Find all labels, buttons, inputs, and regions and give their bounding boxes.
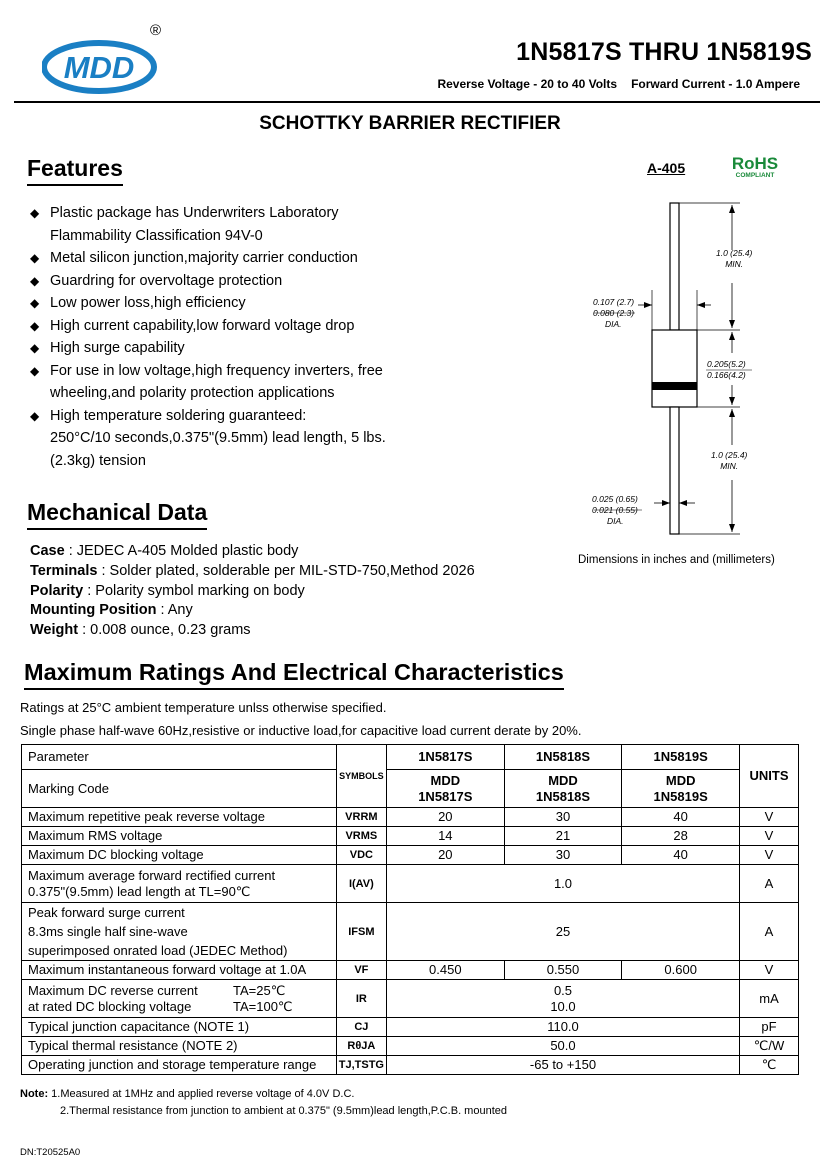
mech-terminals: Terminals : Solder plated, solderable per MIL-STD-750,Method 2026 — [30, 562, 475, 579]
header-symbols: SYMBOLS — [336, 745, 386, 808]
dimension-note: Dimensions in inches and (millimeters) — [578, 554, 775, 566]
table-row: Maximum average forward rectified current 0.375"(9.5mm) lead length at TL=90℃ I(AV) 1.0 A — [22, 865, 799, 903]
table-row: Maximum RMS voltage VRMS 14 21 28 V — [22, 827, 799, 846]
table-row: Maximum instantaneous forward voltage at 1.0A VF 0.450 0.550 0.600 V — [22, 961, 799, 980]
dim-lead-length-top: 1.0 (25.4) MIN. — [716, 248, 753, 269]
mech-mounting: Mounting Position : Any — [30, 602, 193, 619]
table-row — [22, 770, 799, 808]
subheader — [437, 77, 800, 91]
mech-weight: Weight : 0.008 ounce, 0.23 grams — [30, 622, 251, 639]
header-part-1: 1N5817S — [386, 745, 504, 770]
table-row: Maximum DC blocking voltage VDC 20 30 40 V — [22, 846, 799, 865]
feature-item-cont: Flammability Classification 94V-0 — [50, 227, 263, 244]
dim-lead-length-bottom: 1.0 (25.4) MIN. — [711, 450, 748, 471]
table-row: Maximum repetitive peak reverse voltage VRRM 20 30 40 V — [22, 808, 799, 827]
forward-current: Forward Current - 1.0 Ampere — [631, 77, 800, 91]
features-title: Features — [27, 155, 123, 186]
table-row: Peak forward surge current 8.3ms single half sine-wave superimposed onrated load (JEDEC Method) IFSM 25 A — [22, 903, 799, 961]
table-row: Typical thermal resistance (NOTE 2) RθJA 50.0 ℃/W — [22, 1037, 799, 1056]
table-header-row — [22, 745, 799, 770]
mechanical-data — [30, 542, 475, 641]
ratings-title: Maximum Ratings And Electrical Characteristics — [24, 659, 564, 690]
notes — [20, 1086, 507, 1120]
reverse-voltage: Reverse Voltage - 20 to 40 Volts — [437, 77, 618, 91]
table-row: Typical junction capacitance (NOTE 1) CJ 110.0 pF — [22, 1018, 799, 1037]
marking-code-label: Marking Code — [22, 770, 337, 808]
notes-label: Note: — [20, 1088, 49, 1100]
header-part-3: 1N5819S — [622, 745, 740, 770]
feature-item: ◆ For use in low voltage,high frequency inverters, free — [30, 362, 383, 379]
feature-item: ◆ Metal silicon junction,majority carrier conduction — [30, 250, 358, 266]
rohs-compliant: COMPLIANT — [735, 172, 775, 179]
ratings-note-1: Ratings at 25°C ambient temperature unlss otherwise specified. — [20, 700, 387, 715]
feature-item: ◆ High temperature soldering guaranteed: — [30, 407, 307, 424]
header-divider — [14, 101, 820, 103]
feature-item-cont: (2.3kg) tension — [50, 452, 146, 469]
registered-mark: ® — [150, 22, 162, 39]
feature-item: ◆ Guardring for overvoltage protection — [30, 272, 283, 289]
feature-item: ◆ High surge capability — [30, 340, 185, 356]
note-1: 1.Measured at 1MHz and applied reverse voltage of 4.0V D.C. — [51, 1088, 355, 1100]
feature-item-cont: wheeling,and polarity protection applications — [50, 385, 335, 401]
feature-item: ◆ Low power loss,high efficiency — [30, 295, 246, 311]
feature-item-cont: 250°C/10 seconds,0.375"(9.5mm) lead length, 5 lbs. — [50, 430, 386, 446]
dim-body-length: 0.205(5.2) 0.166(4.2) — [707, 359, 746, 380]
header-units: UNITS — [740, 745, 799, 808]
table-row: Operating junction and storage temperature range TJ,TSTG -65 to +150 ℃ — [22, 1056, 799, 1075]
mech-case: Case : JEDEC A-405 Molded plastic body — [30, 543, 299, 559]
ratings-table — [21, 744, 799, 1075]
document-number: DN:T20525A0 — [20, 1147, 81, 1158]
feature-item: ◆ High current capability,low forward voltage drop — [30, 317, 355, 334]
mech-polarity: Polarity : Polarity symbol marking on body — [30, 582, 305, 599]
marking-code-3: MDD 1N5819S — [622, 770, 740, 808]
header-parameter: Parameter — [22, 745, 337, 770]
package-outline-drawing — [580, 195, 780, 540]
ratings-note-2: Single phase half-wave 60Hz,resistive or inductive load,for capacitive load current derate by 20%. — [20, 723, 582, 738]
feature-item: ◆ Plastic package has Underwriters Laboratory — [30, 205, 339, 221]
table-row: Maximum DC reverse current TA=25℃ at rated DC blocking voltage TA=100℃ IR 0.5 10.0 mA — [22, 980, 799, 1018]
package-label: A-405 — [647, 160, 686, 176]
marking-code-1: MDD 1N5817S — [386, 770, 504, 808]
part-title: 1N5817S THRU 1N5819S — [516, 38, 812, 66]
features-list — [30, 202, 430, 472]
dim-lead-diameter: 0.025 (0.65) 0.021 (0.55) DIA. — [592, 494, 638, 526]
dim-body-diameter: 0.107 (2.7) 0.080 (2.3) DIA. — [593, 297, 635, 329]
rohs-badge — [730, 155, 780, 179]
doc-title: SCHOTTKY BARRIER RECTIFIER — [259, 113, 561, 134]
mdd-logo — [42, 30, 162, 94]
note-2: 2.Thermal resistance from junction to ambient at 0.375" (9.5mm)lead length,P.C.B. mounted — [60, 1105, 507, 1117]
header-part-2: 1N5818S — [504, 745, 622, 770]
logo-text: MDD — [63, 50, 135, 85]
rohs-text: RoHS — [731, 154, 779, 173]
marking-code-2: MDD 1N5818S — [504, 770, 622, 808]
mechanical-title: Mechanical Data — [27, 499, 207, 530]
